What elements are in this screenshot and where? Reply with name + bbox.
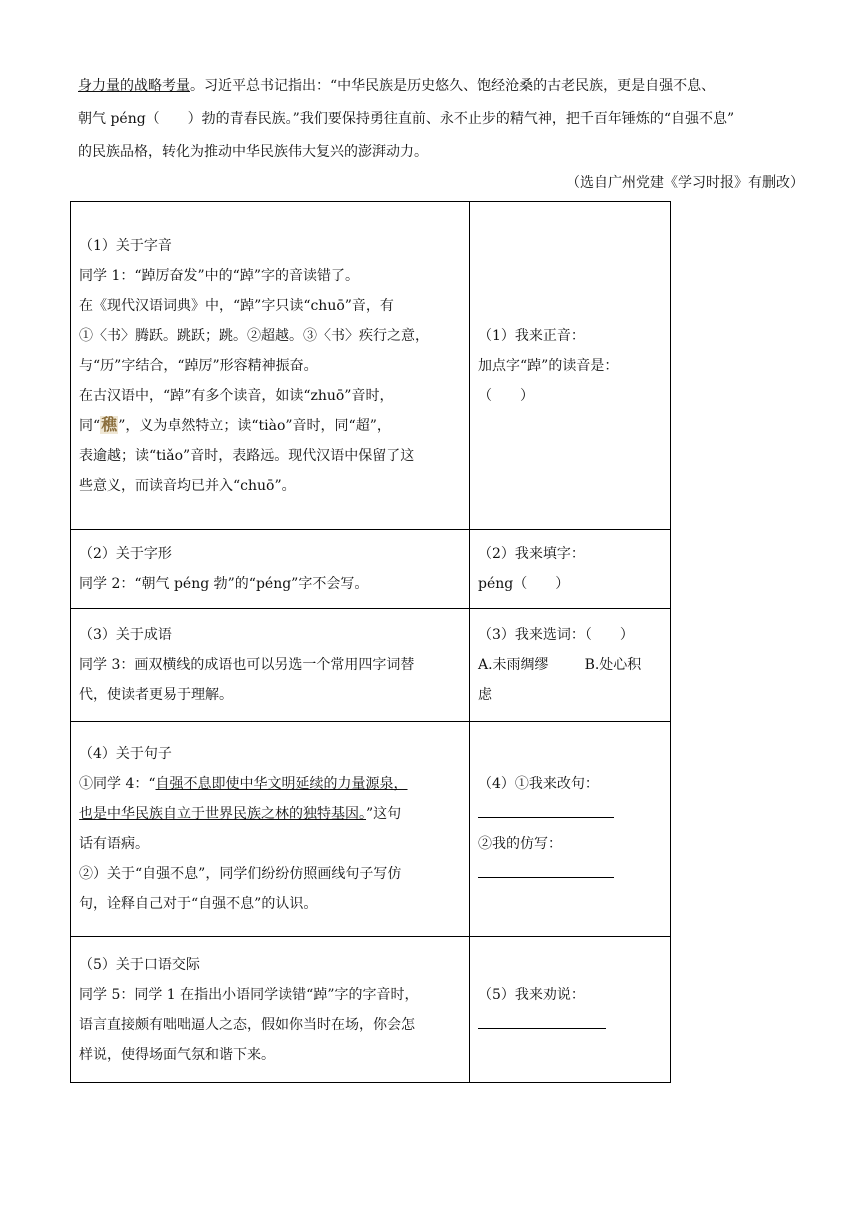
answer-pronunciation-label: （1）我来正音： (478, 327, 585, 344)
passage-line-3: 的民族品格，转化为推动中华民族伟大复兴的澎湃动力。 (78, 144, 428, 160)
heading-sentence: （4）关于句子 (79, 746, 172, 762)
student-3-text-1: 同学 3：画双横线的成语也可以另选一个常用四字词替 (79, 657, 415, 673)
ancient-line-4: 些意义，而读音均已并入“chuō”。 (79, 477, 296, 494)
ancient-line-2-pre: 同“ (79, 417, 101, 434)
source-citation: （选自广州党建《学习时报》有删改） (566, 175, 804, 191)
dictionary-line-2: ①〈书〉腾跃。跳跃；跳。②超越。③〈书〉疾行之意， (79, 327, 429, 344)
pronunciation-answer (470, 202, 671, 530)
answer-persuade-label: （5）我来劝说： (478, 986, 585, 1003)
heading-character-form: （2）关于字形 (79, 546, 172, 562)
oral-answer (470, 937, 671, 1083)
student-4-line-2 (79, 799, 461, 829)
underlined-sentence-part-2: 也是中华民族自立于世界民族之林的独特基因。 (79, 806, 366, 822)
row-idiom (71, 609, 671, 722)
answer-imitate-label: ②我的仿写： (478, 836, 562, 852)
passage-line-1 (78, 70, 798, 103)
passage-underlined-phrase: 身力量的战略考量 (78, 78, 190, 94)
option-a[interactable]: A.未雨绸缪 (478, 657, 549, 673)
answer-revise-line-wrap (478, 799, 662, 829)
oral-description (71, 937, 470, 1083)
answer-pronunciation-prompt: 加点字“踔”的读音是： (478, 357, 619, 374)
passage (78, 70, 798, 169)
student-4-line-1 (79, 769, 461, 799)
answer-persuade-line-wrap (478, 1010, 662, 1040)
student-1-text: 同学 1：“踔厉奋发”中的“踔”字的音读错了。 (79, 267, 359, 284)
variant-character-image: 穛 (101, 414, 118, 434)
imitation-line-2: 句，诠释自己对于“自强不息”的认识。 (79, 896, 318, 912)
option-b[interactable]: B.处心积虑 (478, 657, 642, 703)
student-4-prefix: ①同学 4：“ (79, 776, 156, 792)
student-5-line-2: 语言直接颇有咄咄逼人之态，假如你当时在场，你会怎 (79, 1016, 415, 1033)
pronunciation-description (71, 202, 470, 530)
ancient-line-3: 表逾越；读“tiǎo”音时，表路远。现代汉语中保留了这 (79, 447, 415, 464)
student-3-text-2: 代，使读者更易于理解。 (79, 687, 233, 703)
underlined-sentence-part-1: 自强不息即使中华文明延续的力量源泉， (155, 776, 408, 792)
idiom-options (478, 650, 662, 710)
answer-persuade-line[interactable] (478, 1012, 606, 1029)
answer-fill-blank[interactable]: péng（ ） (478, 576, 570, 592)
row-character-form (71, 530, 671, 609)
ancient-line-1: 在古汉语中，“踔”有多个读音，如读“zhuō”音时， (79, 387, 394, 404)
sentence-description (71, 722, 470, 937)
ancient-line-2 (79, 411, 461, 441)
passage-line-2: 朝气 péng（ ）勃的青春民族。”我们要保持勇往直前、永不止步的精气神，把千百年锤炼的“自强不息” (78, 111, 735, 127)
answer-pronunciation-blank[interactable]: （ ） (478, 387, 534, 404)
student-5-line-3: 样说，使得场面气氛和谐下来。 (79, 1046, 275, 1063)
worksheet-table (70, 201, 671, 1083)
heading-pronunciation: （1）关于字音 (79, 237, 172, 254)
idiom-answer (470, 609, 671, 722)
answer-revise-line[interactable] (478, 801, 614, 818)
dictionary-line-3: 与“历”字结合，“踔厉”形容精神振奋。 (79, 357, 318, 374)
dictionary-line-1: 在《现代汉语词典》中，“踔”字只读“chuō”音，有 (79, 297, 394, 314)
heading-oral: （5）关于口语交际 (79, 956, 200, 973)
sentence-answer (470, 722, 671, 937)
row-pronunciation (71, 202, 671, 530)
answer-revise-label: （4）①我来改句： (478, 776, 599, 792)
character-form-description (71, 530, 470, 609)
imitation-line-1: ②）关于“自强不息”，同学们纷纷仿照画线句子写仿 (79, 866, 402, 882)
heading-idiom: （3）关于成语 (79, 627, 172, 643)
row-sentence (71, 722, 671, 937)
student-4-line-3: 话有语病。 (79, 836, 149, 852)
character-form-answer (470, 530, 671, 609)
answer-imitate-line-wrap (478, 859, 662, 889)
row-oral (71, 937, 671, 1083)
answer-fill-label: （2）我来填字： (478, 546, 585, 562)
answer-choose-label[interactable]: （3）我来选词：（ ） (478, 627, 634, 643)
passage-line-1-text: 。习近平总书记指出：“中华民族是历史悠久、饱经沧桑的古老民族，更是自强不息、 (190, 78, 716, 94)
ancient-line-2-post: ”，义为卓然特立；读“tiào”音时，同“超”， (118, 417, 391, 434)
answer-imitate-line[interactable] (478, 861, 614, 878)
idiom-description (71, 609, 470, 722)
student-5-line-1: 同学 5：同学 1 在指出小语同学读错“踔”字的字音时， (79, 986, 419, 1003)
student-4-suffix: ”这句 (366, 806, 402, 822)
student-2-text: 同学 2：“朝气 péng 勃”的“péng”字不会写。 (79, 576, 369, 592)
